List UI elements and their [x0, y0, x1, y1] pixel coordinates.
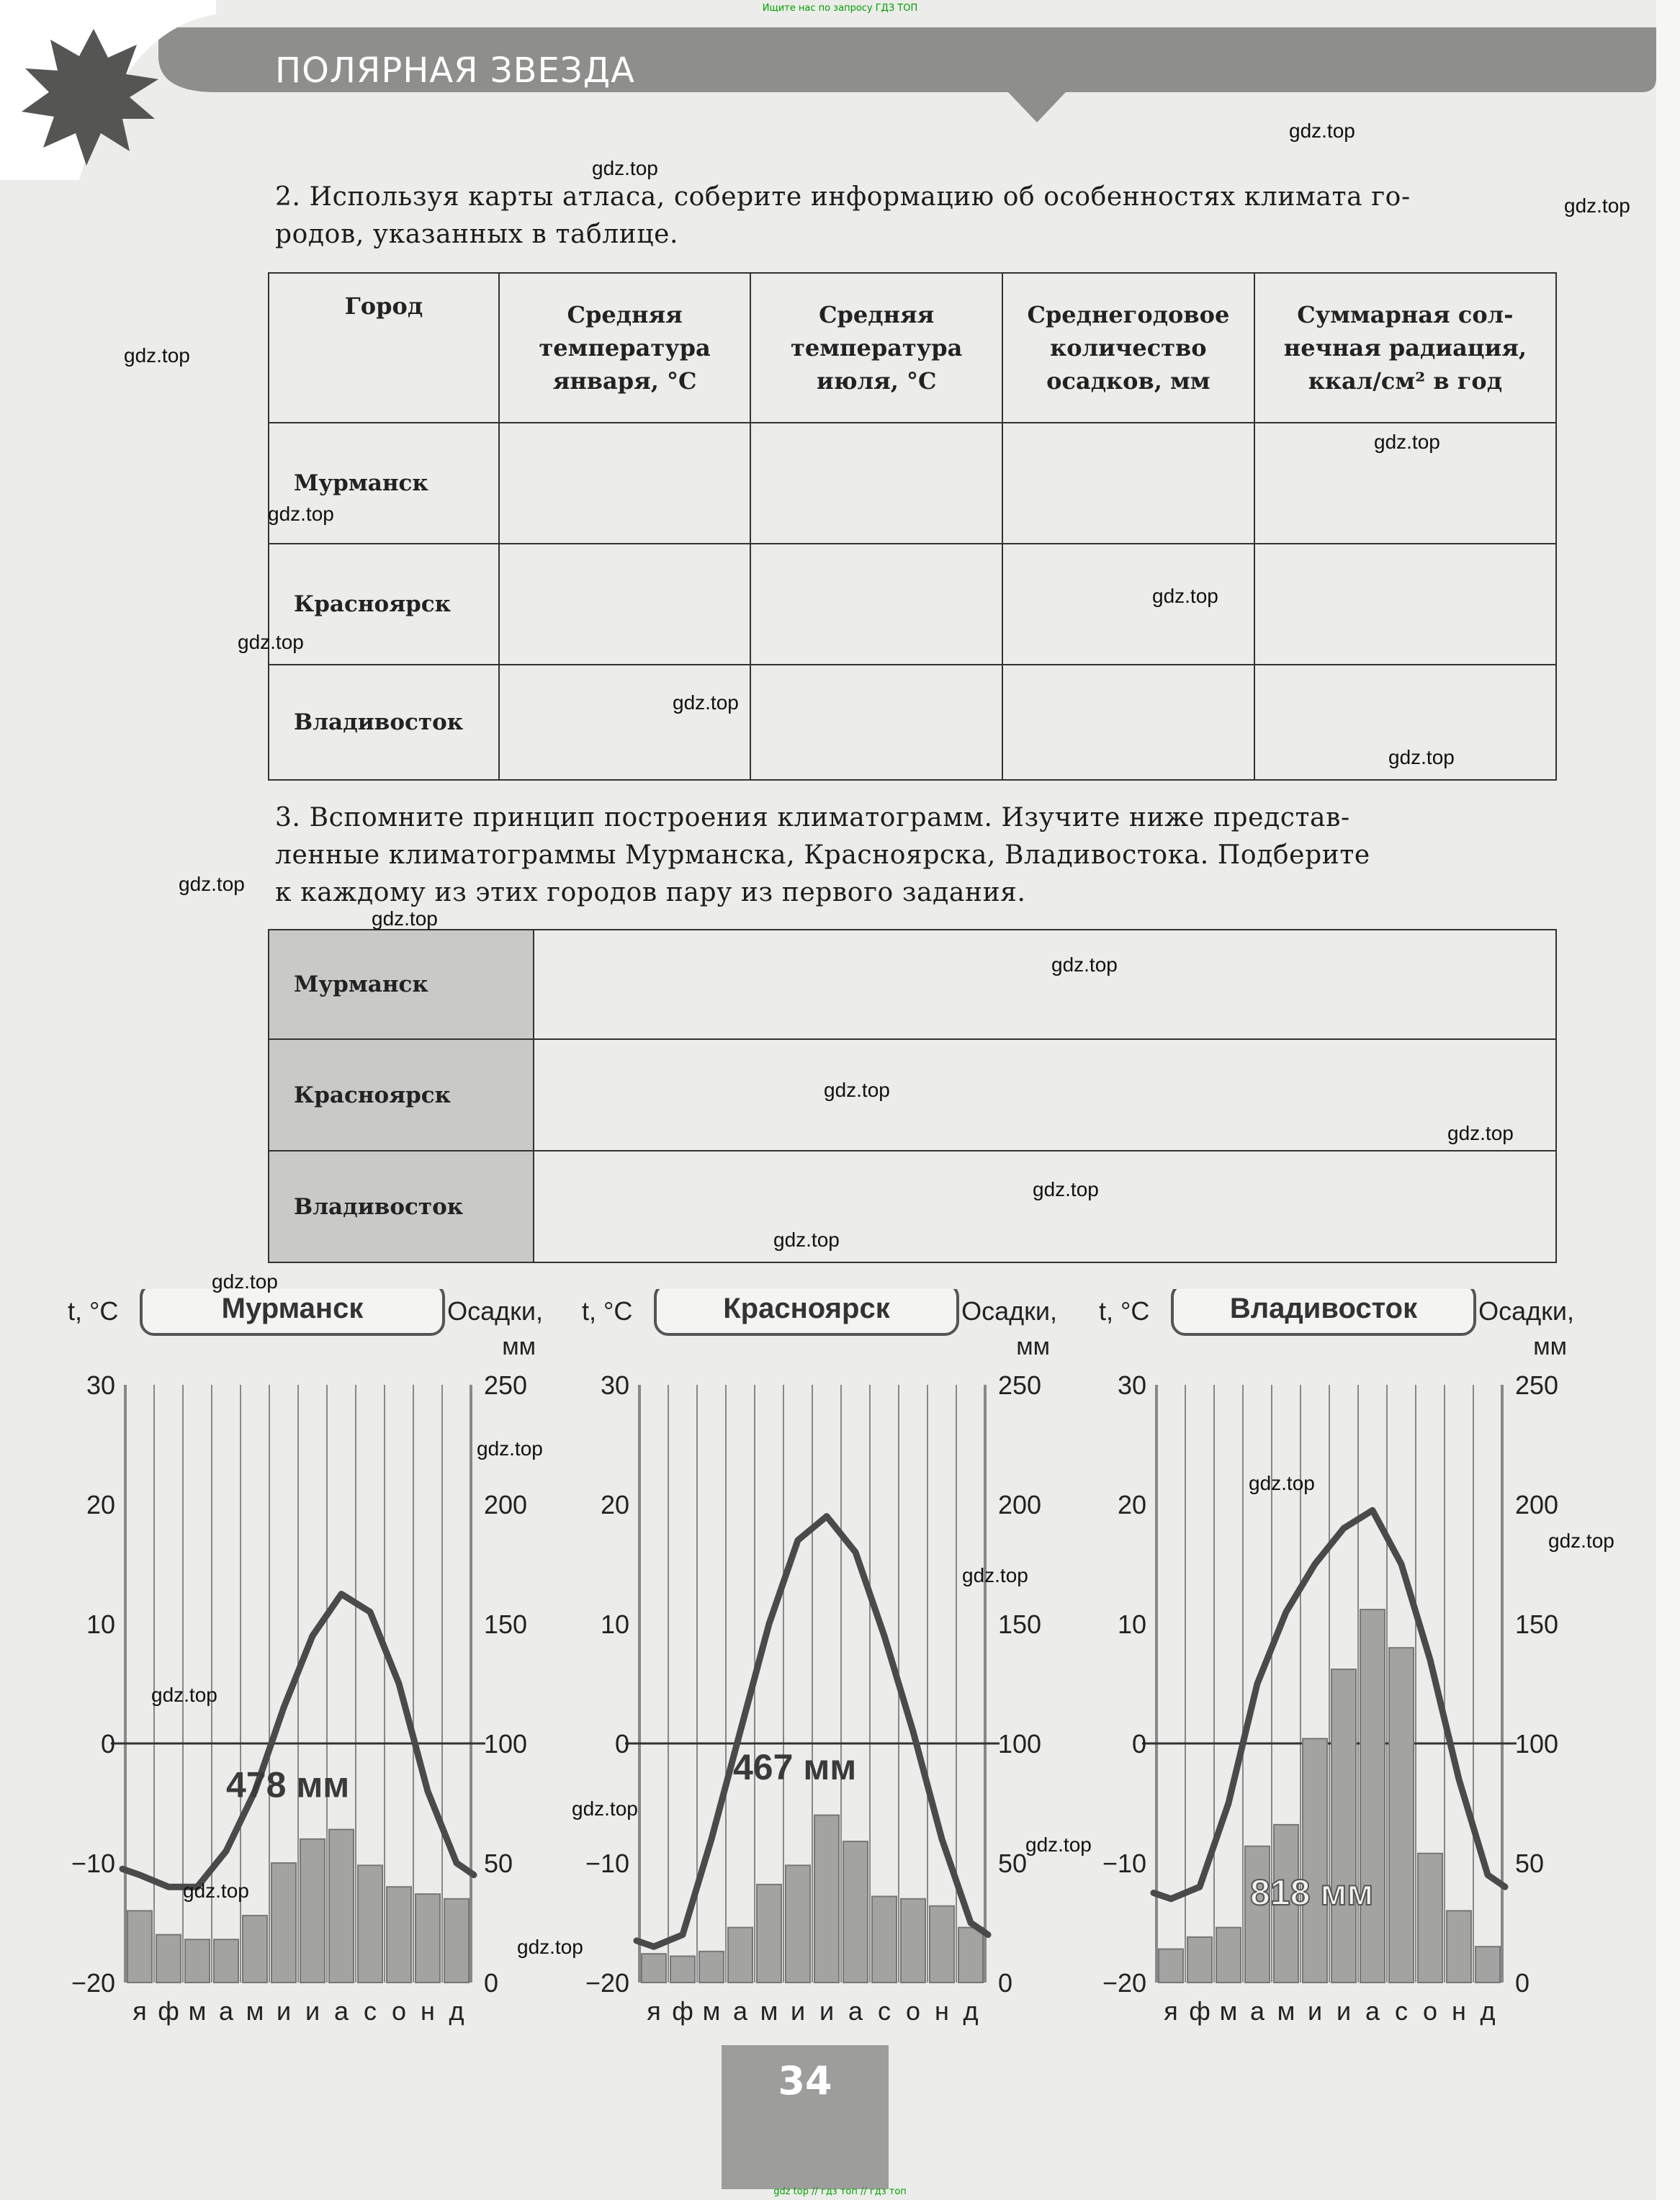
month-label: и — [790, 1996, 806, 2026]
watermark: gdz.top — [151, 1684, 217, 1706]
table-row — [269, 1151, 1556, 1262]
month-label: а — [333, 1996, 349, 2026]
month-label: м — [246, 1996, 264, 2026]
chart-title: Мурманск — [221, 1293, 364, 1324]
precip-bar — [415, 1894, 440, 1983]
precip-tick-label: 200 — [1515, 1490, 1559, 1519]
watermark: gdz.top — [1289, 120, 1355, 142]
watermark: gdz.top — [1388, 746, 1455, 768]
precip-tick-label: 0 — [998, 1968, 1013, 1998]
city-cell: Владивосток — [269, 1151, 534, 1262]
precip-axis-unit: мм — [1533, 1333, 1567, 1360]
climatograms — [0, 1289, 1680, 2081]
month-label: м — [702, 1996, 721, 2026]
answer-cell[interactable] — [1002, 423, 1254, 544]
month-label: я — [647, 1996, 661, 2026]
answer-cell[interactable] — [750, 665, 1002, 780]
precip-tick-label: 50 — [998, 1849, 1028, 1878]
answer-cell[interactable] — [534, 930, 1556, 1039]
precip-tick-label: 100 — [484, 1729, 528, 1759]
precip-bar — [1303, 1738, 1327, 1983]
precip-bar — [1418, 1854, 1442, 1983]
month-label: а — [1365, 1996, 1380, 2026]
month-label: д — [963, 1996, 979, 2026]
precip-bar — [387, 1887, 411, 1983]
month-label: ф — [1189, 1996, 1210, 2026]
month-label: и — [819, 1996, 835, 2026]
watermark: gdz.top — [238, 631, 304, 653]
month-label: о — [905, 1996, 921, 2026]
header-line: нечная радиация, — [1283, 334, 1527, 362]
city-cell: Красноярск — [269, 544, 499, 665]
header-band — [0, 27, 1656, 122]
month-label: м — [1277, 1996, 1295, 2026]
task2-table — [268, 272, 1557, 781]
header-line: температура — [539, 334, 711, 362]
month-label: я — [132, 1996, 147, 2026]
precip-bar — [1389, 1648, 1414, 1983]
month-label: н — [421, 1996, 435, 2026]
watermark: gdz.top — [773, 1229, 840, 1251]
watermark: gdz.top — [124, 344, 190, 367]
precip-tick-label: 200 — [998, 1490, 1042, 1519]
precip-bar — [271, 1863, 296, 1983]
watermark: gdz.top — [1548, 1530, 1614, 1552]
header-line: Суммарная сол- — [1297, 301, 1514, 328]
watermark: gdz.top — [592, 157, 658, 179]
watermark: gdz.top — [179, 873, 245, 895]
star-logo-icon — [0, 0, 216, 187]
precip-bar — [930, 1906, 954, 1983]
precip-bar — [444, 1899, 469, 1983]
chart-title: Владивосток — [1229, 1293, 1418, 1324]
temp-tick-label: −20 — [71, 1968, 115, 1998]
temp-tick-label: 30 — [1117, 1370, 1146, 1400]
city-cell: Мурманск — [269, 930, 534, 1039]
temp-tick-label: 10 — [600, 1609, 629, 1639]
task3-table — [268, 929, 1557, 1263]
month-label: а — [1249, 1996, 1265, 2026]
temp-tick-label: 20 — [1117, 1490, 1146, 1519]
precip-bar — [670, 1956, 695, 1983]
temp-tick-label: 20 — [600, 1490, 629, 1519]
watermark: gdz.top — [477, 1437, 543, 1460]
header-line: Среднегодовое — [1027, 301, 1230, 328]
month-label: д — [1480, 1996, 1496, 2026]
precip-bar — [872, 1896, 897, 1983]
precip-bar — [728, 1928, 753, 1983]
precip-bar — [1475, 1947, 1500, 1983]
precip-bar — [786, 1865, 810, 1983]
temp-axis-label: t, °C — [1099, 1296, 1150, 1326]
header-title: ПОЛЯРНАЯ ЗВЕЗДА — [275, 50, 635, 91]
header-line: Город — [344, 292, 423, 320]
precip-bar — [127, 1911, 152, 1983]
precip-bar — [757, 1885, 781, 1983]
watermark: gdz.top — [962, 1564, 1028, 1586]
precip-tick-label: 50 — [484, 1849, 513, 1878]
precip-bar — [156, 1935, 181, 1983]
temp-tick-label: −10 — [585, 1849, 629, 1878]
month-label: д — [449, 1996, 464, 2026]
precip-tick-label: 150 — [484, 1609, 528, 1639]
precip-tick-label: 250 — [1515, 1370, 1559, 1400]
task3-line-1: 3. Вспомните принцип построения климатограмм. Изучите ниже представ- — [275, 803, 1350, 832]
header-line: Средняя — [567, 301, 683, 328]
table-header-jan-temp — [499, 273, 751, 423]
watermark: gdz.top — [572, 1797, 638, 1820]
precip-bar — [300, 1839, 325, 1983]
precip-bar — [814, 1815, 839, 1983]
precip-tick-label: 100 — [998, 1729, 1042, 1759]
temp-axis-label: t, °C — [582, 1296, 633, 1326]
precip-bar — [1216, 1928, 1241, 1983]
answer-cell[interactable] — [534, 1039, 1556, 1151]
watermark: gdz.top — [1374, 431, 1440, 453]
temp-tick-label: 30 — [86, 1370, 115, 1400]
watermark: gdz.top — [1564, 194, 1630, 217]
month-label: а — [732, 1996, 748, 2026]
month-label: с — [364, 1996, 377, 2026]
precip-tick-label: 250 — [998, 1370, 1042, 1400]
month-label: с — [1395, 1996, 1408, 2026]
city-cell: Красноярск — [269, 1039, 534, 1151]
task3-line-2: ленные климатограммы Мурманска, Красноярска, Владивостока. Подберите — [275, 840, 1370, 870]
month-label: ф — [672, 1996, 693, 2026]
watermark: gdz.top — [673, 691, 739, 714]
month-label: с — [878, 1996, 891, 2026]
month-label: н — [935, 1996, 949, 2026]
header-line: января, °С — [552, 367, 697, 395]
precip-bar — [185, 1939, 210, 1983]
month-label: о — [391, 1996, 407, 2026]
city-cell: Владивосток — [269, 665, 499, 780]
precip-tick-label: 200 — [484, 1490, 528, 1519]
temp-tick-label: 30 — [600, 1370, 629, 1400]
temp-axis-label: t, °C — [68, 1296, 119, 1326]
precip-bar — [958, 1928, 983, 1983]
precip-tick-label: 150 — [1515, 1609, 1559, 1639]
temp-tick-label: 20 — [86, 1490, 115, 1519]
temp-tick-label: −10 — [71, 1849, 115, 1878]
answer-cell[interactable] — [499, 665, 751, 780]
answer-cell[interactable] — [750, 423, 1002, 544]
task2-line-1: 2. Используя карты атласа, соберите информацию об особенностях климата го- — [275, 182, 1411, 212]
precip-axis-label: Осадки, — [1478, 1296, 1574, 1326]
month-label: м — [760, 1996, 778, 2026]
total-precip-label: 478 мм — [226, 1764, 350, 1805]
top-note: Ищите нас по запросу ГДЗ ТОП — [762, 3, 918, 14]
precip-bar — [642, 1954, 666, 1983]
precip-tick-label: 250 — [484, 1370, 528, 1400]
watermark: gdz.top — [1025, 1833, 1092, 1856]
month-label: м — [188, 1996, 207, 2026]
city-cell: Мурманск — [269, 423, 499, 544]
temp-tick-label: 0 — [614, 1729, 629, 1759]
watermark: gdz.top — [372, 907, 438, 930]
month-label: и — [1307, 1996, 1323, 2026]
table-header-precipitation — [1002, 273, 1254, 423]
header-line: ккал/см² в год — [1308, 367, 1503, 395]
answer-cell[interactable] — [499, 544, 751, 665]
total-precip-label: 467 мм — [733, 1746, 857, 1787]
header-line: Средняя — [819, 301, 935, 328]
header-line: июля, °С — [816, 367, 937, 395]
precip-axis-label: Осадки, — [447, 1296, 543, 1326]
watermark: gdz.top — [1051, 953, 1118, 976]
precip-axis-label: Осадки, — [961, 1296, 1057, 1326]
answer-cell[interactable] — [1254, 544, 1556, 665]
temp-tick-label: −20 — [1102, 1968, 1146, 1998]
watermark: gdz.top — [183, 1880, 249, 1902]
month-label: а — [218, 1996, 234, 2026]
temp-tick-label: 10 — [86, 1609, 115, 1639]
precip-tick-label: 0 — [1515, 1968, 1530, 1998]
task2-line-2: родов, указанных в таблице. — [275, 220, 679, 249]
watermark: gdz.top — [824, 1079, 890, 1101]
month-label: м — [1219, 1996, 1238, 2026]
answer-cell[interactable] — [499, 423, 751, 544]
watermark: gdz.top — [517, 1936, 583, 1958]
temp-tick-label: −20 — [585, 1968, 629, 1998]
total-precip-label: 818 мм — [1250, 1872, 1374, 1913]
precip-axis-unit: мм — [1016, 1333, 1050, 1360]
header-line: количество — [1050, 334, 1207, 362]
temp-tick-label: 0 — [100, 1729, 115, 1759]
answer-cell[interactable] — [534, 1151, 1556, 1262]
watermark: gdz.top — [1447, 1122, 1514, 1144]
table-row — [269, 1039, 1556, 1151]
table-row — [269, 423, 1556, 544]
precip-bar — [901, 1899, 925, 1983]
table-header-jul-temp — [750, 273, 1002, 423]
precip-tick-label: 150 — [998, 1609, 1042, 1639]
precip-bar — [1360, 1609, 1385, 1983]
answer-cell[interactable] — [750, 544, 1002, 665]
watermark: gdz.top — [1152, 585, 1218, 607]
watermark: gdz.top — [212, 1270, 278, 1293]
precip-bar — [243, 1916, 267, 1983]
precip-bar — [329, 1830, 354, 1983]
month-label: а — [848, 1996, 863, 2026]
header-line: осадков, мм — [1046, 367, 1210, 395]
precip-axis-unit: мм — [502, 1333, 536, 1360]
precip-bar — [358, 1865, 382, 1983]
precip-tick-label: 100 — [1515, 1729, 1559, 1759]
temp-tick-label: 10 — [1117, 1609, 1146, 1639]
temp-tick-label: −10 — [1102, 1849, 1146, 1878]
month-label: ф — [158, 1996, 179, 2026]
watermark: gdz.top — [1249, 1472, 1315, 1494]
page-number: 34 — [778, 2058, 832, 2104]
table-row — [269, 665, 1556, 780]
task3-line-3: к каждому из этих городов пару из первого задания. — [275, 878, 1026, 907]
month-label: и — [1336, 1996, 1352, 2026]
month-label: я — [1164, 1996, 1178, 2026]
precip-bar — [214, 1939, 238, 1983]
header-line: температура — [791, 334, 963, 362]
precip-bar — [1245, 1846, 1270, 1983]
month-label: н — [1452, 1996, 1466, 2026]
month-label: и — [276, 1996, 292, 2026]
precip-bar — [1447, 1911, 1471, 1983]
table-row — [269, 930, 1556, 1039]
table-header-city — [269, 273, 499, 423]
table-row — [269, 544, 1556, 665]
bottom-note: gdz top // гдз топ // гдз топ — [773, 2186, 907, 2197]
watermark: gdz.top — [268, 503, 334, 525]
precip-bar — [843, 1841, 868, 1983]
precip-tick-label: 50 — [1515, 1849, 1545, 1878]
chart-title: Красноярск — [723, 1293, 890, 1324]
answer-cell[interactable] — [1002, 665, 1254, 780]
month-label: и — [305, 1996, 320, 2026]
table-header-radiation — [1254, 273, 1556, 423]
temp-tick-label: 0 — [1131, 1729, 1146, 1759]
watermark: gdz.top — [1033, 1178, 1099, 1200]
precip-bar — [1331, 1669, 1356, 1983]
month-label: о — [1422, 1996, 1438, 2026]
precip-bar — [699, 1952, 724, 1983]
precip-tick-label: 0 — [484, 1968, 499, 1998]
precip-bar — [1159, 1949, 1183, 1983]
precip-bar — [1187, 1937, 1212, 1983]
